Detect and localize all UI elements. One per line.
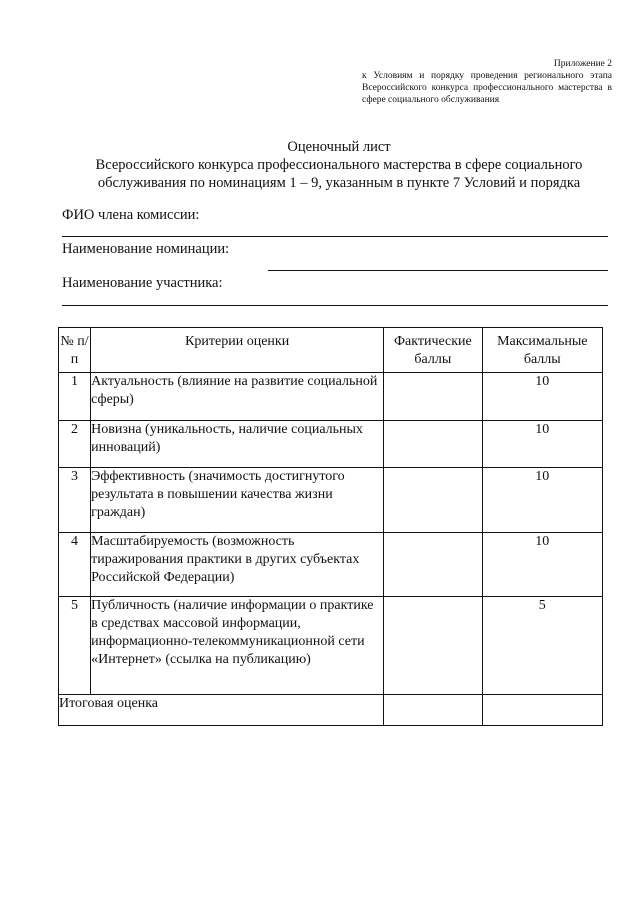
row-max-score: 10: [482, 533, 602, 597]
row-num: 5: [59, 597, 91, 695]
participant-line[interactable]: [62, 305, 608, 306]
row-num: 4: [59, 533, 91, 597]
header-max: Максимальные баллы: [482, 328, 602, 373]
table-header-row: [59, 328, 603, 373]
appendix-description: к Условиям и порядку проведения регионального этапа Всероссийского конкурса профессионального мастерства в сфере социального обслуживания: [362, 71, 612, 105]
header-actual: Фактические баллы: [384, 328, 482, 373]
row-max-score: 10: [482, 468, 602, 533]
total-actual-score[interactable]: [384, 695, 482, 726]
row-criteria: Эффективность (значимость достигнутого результата в повышении качества жизни граждан): [91, 468, 384, 533]
row-criteria: Публичность (наличие информации о практике в средствах массовой информации, информационно-телекоммуникационной сети «Интернет» (ссылка на публикацию): [91, 597, 384, 695]
row-actual-score[interactable]: [384, 533, 482, 597]
nomination-label: Наименование номинации:: [62, 241, 230, 257]
evaluation-table: [58, 327, 603, 726]
appendix-number: Приложение 2: [553, 59, 612, 69]
table-row: [59, 373, 603, 421]
row-criteria: Актуальность (влияние на развитие социальной сферы): [91, 373, 384, 421]
nomination-line[interactable]: [268, 270, 608, 271]
document-title: Оценочный лист: [287, 139, 391, 155]
row-max-score: 10: [482, 421, 602, 468]
header-criteria: Критерии оценки: [91, 328, 384, 373]
member-name-label: ФИО члена комиссии:: [62, 207, 200, 223]
row-max-score: 5: [482, 597, 602, 695]
appendix-note: [362, 58, 612, 106]
member-name-line[interactable]: [62, 236, 608, 237]
row-actual-score[interactable]: [384, 597, 482, 695]
table-row: [59, 468, 603, 533]
row-num: 2: [59, 421, 91, 468]
table-row: [59, 597, 603, 695]
row-num: 3: [59, 468, 91, 533]
table-total-row: [59, 695, 603, 726]
row-max-score: 10: [482, 373, 602, 421]
row-actual-score[interactable]: [384, 373, 482, 421]
header-num: № п/п: [59, 328, 91, 373]
document-subtitle: Всероссийского конкурса профессионального мастерства в сфере социального обслуживания по номинациям 1 – 9, указанным в пункте 7 Условий и порядка: [95, 157, 583, 191]
participant-label: Наименование участника:: [62, 275, 223, 291]
row-criteria: Новизна (уникальность, наличие социальных инноваций): [91, 421, 384, 468]
row-actual-score[interactable]: [384, 468, 482, 533]
row-num: 1: [59, 373, 91, 421]
total-label: Итоговая оценка: [59, 695, 384, 726]
row-actual-score[interactable]: [384, 421, 482, 468]
total-max-score: [482, 695, 602, 726]
table-row: [59, 533, 603, 597]
row-criteria: Масштабируемость (возможность тиражирования практики в других субъектах Российской Федерации): [91, 533, 384, 597]
table-row: [59, 421, 603, 468]
